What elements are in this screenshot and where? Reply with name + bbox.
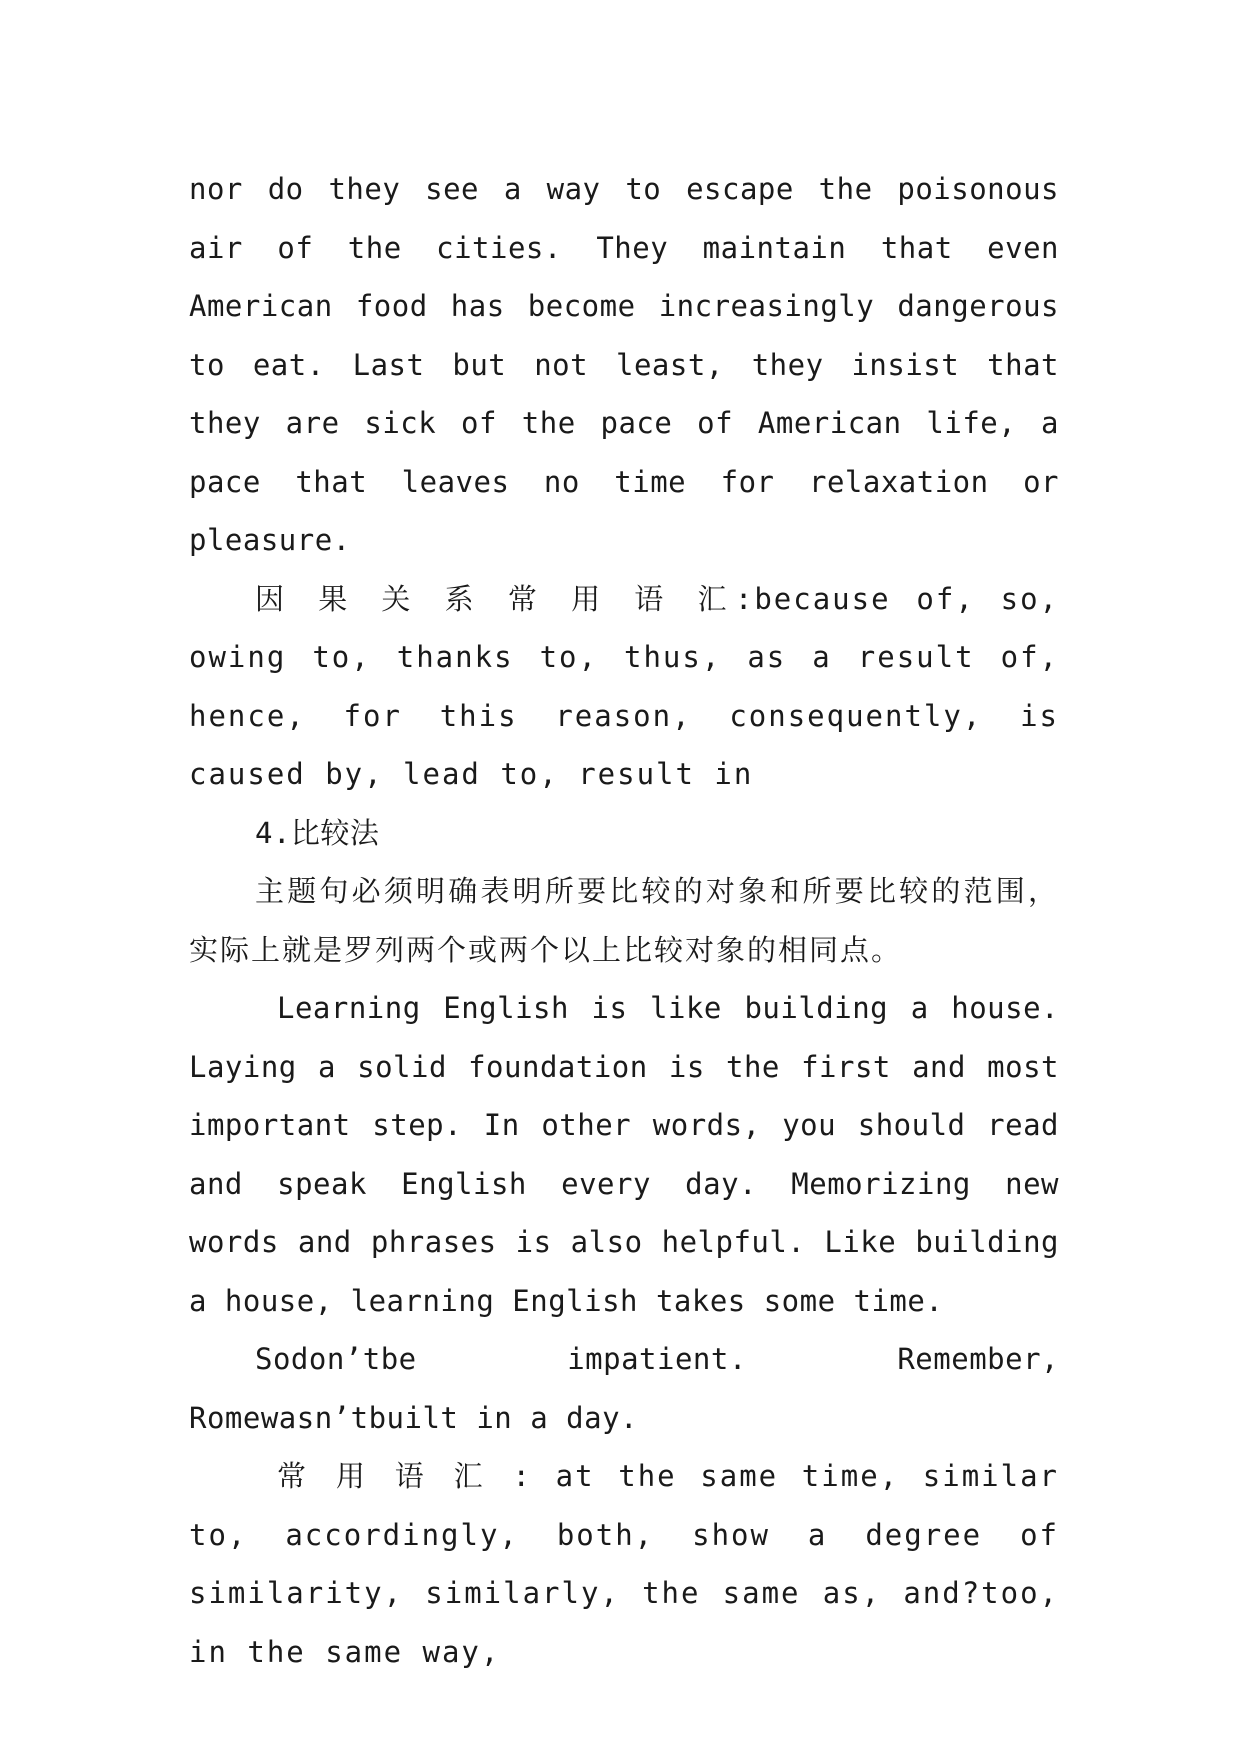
paragraph-rome-example: Sodon’tbe impatient. Remember, Romewasn’tbuilt in a day. — [189, 1342, 1059, 1435]
paragraph-comparison-topic-sentence: 主题句必须明确表明所要比较的对象和所要比较的范围，实际上就是罗列两个或两个以上比较对象的相同点。 — [189, 874, 1059, 967]
paragraph-comparison-vocabulary: 常 用 语 汇 : at the same time, similar to, accordingly, both, show a degree of similarity, similarly, the same as, and?too, in the same way, — [189, 1459, 1059, 1669]
document-body — [189, 160, 1059, 1681]
paragraph-cause-effect-vocabulary: 因 果 关 系 常 用 语 汇:because of, so, owing to, thanks to, thus, as a result of, hence, for this reason, consequently, is caused by, lead to, result in — [189, 581, 1059, 791]
paragraph-reasons: nor do they see a way to escape the poisonous air of the cities. They maintain that even American food has become increasingly dangerous to eat. Last but not least, they insist that they are sick of the pace of American life, a pace that leaves no time for relaxation or pleasure. — [189, 172, 1059, 557]
paragraph-learning-english-example: Learning English is like building a house. Laying a solid foundation is the first and most important step. In other words, you should read and speak English every day. Memorizing new words and phrases is also helpful. Like building a house, learning English takes some time. — [189, 991, 1059, 1318]
section-heading-comparison: 4.比较法 — [255, 815, 380, 850]
